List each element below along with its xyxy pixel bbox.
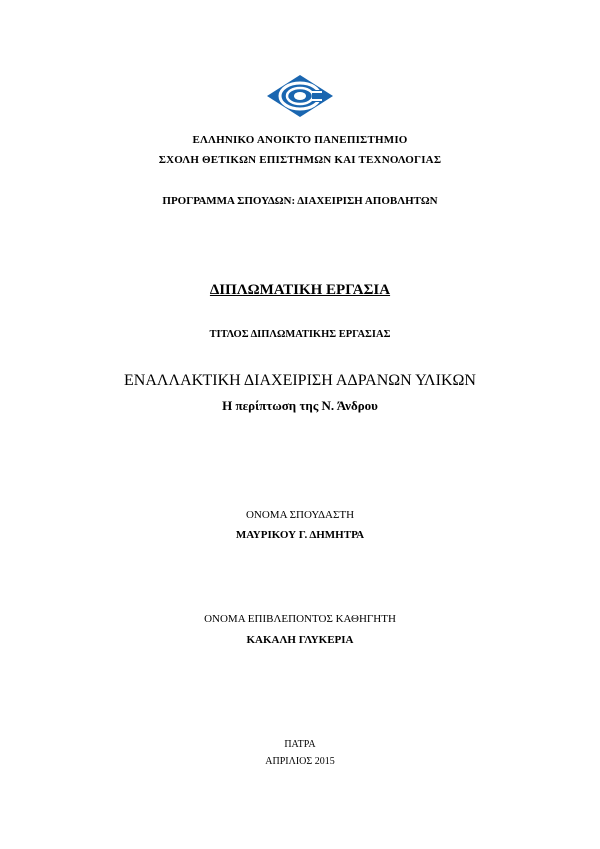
supervisor-name: ΚΑΚΑΛΗ ΓΛΥΚΕΡΙΑ: [246, 634, 354, 646]
student-name: ΜΑΥΡΙΚΟΥ Γ. ΔΗΜΗΤΡΑ: [235, 529, 365, 541]
university-name: ΕΛΛΗΝΙΚΟ ΑΝΟΙΚΤΟ ΠΑΝΕΠΙΣΤΗΜΙΟ: [192, 134, 408, 146]
document-type-heading: ΔΙΠΛΩΜΑΤΙΚΗ ΕΡΓΑΣΙΑ: [209, 282, 391, 298]
school-name: ΣΧΟΛΗ ΘΕΤΙΚΩΝ ΕΠΙΣΤΗΜΩΝ ΚΑΙ ΤΕΧΝΟΛΟΓΙΑΣ: [158, 154, 442, 166]
thesis-title: ΕΝΑΛΛΑΚΤΙΚΗ ΔΙΑΧΕΙΡΙΣΗ ΑΔΡΑΝΩΝ ΥΛΙΚΩΝ: [124, 372, 476, 389]
student-label: ΟΝΟΜΑ ΣΠΟΥΔΑΣΤΗ: [245, 509, 355, 521]
supervisor-label: ΟΝΟΜΑ ΕΠΙΒΛΕΠΟΝΤΟΣ ΚΑΘΗΓΗΤΗ: [204, 613, 396, 625]
thesis-title-label: ΤΙΤΛΟΣ ΔΙΠΛΩΜΑΤΙΚΗΣ ΕΡΓΑΣΙΑΣ: [209, 329, 391, 340]
city: ΠΑΤΡΑ: [284, 739, 316, 750]
submission-date: ΑΠΡΙΛΙΟΣ 2015: [265, 756, 335, 767]
study-program: ΠΡΟΓΡΑΜΜΑ ΣΠΟΥΔΩΝ: ΔΙΑΧΕΙΡΙΣΗ ΑΠΟΒΛΗΤΩΝ: [162, 195, 438, 207]
university-logo-icon: [266, 74, 334, 118]
thesis-subtitle: Η περίπτωση της Ν. Άνδρου: [222, 398, 378, 413]
